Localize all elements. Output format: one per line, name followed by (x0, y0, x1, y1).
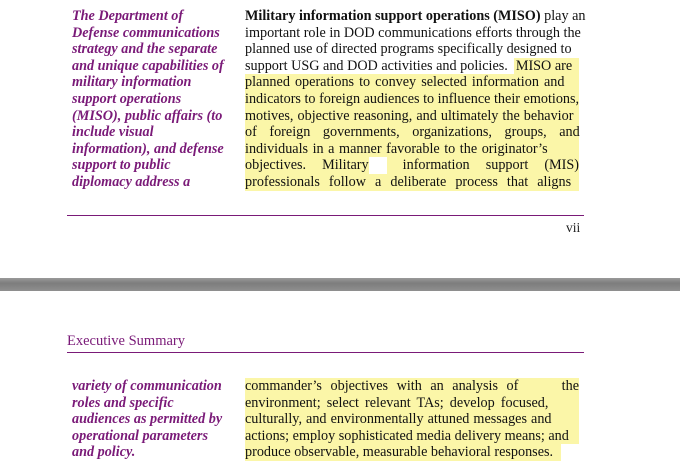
body-text: indicators to foreign audiences to influence their emotions, (245, 90, 580, 107)
sidebar-line: include visual (72, 124, 154, 141)
page-separator (0, 278, 680, 291)
body-text: produce observable, measurable behavioral responses. (245, 444, 554, 461)
sidebar-summary-bottom (72, 378, 242, 461)
sidebar-line: variety of communication (72, 378, 222, 394)
highlighted-line (245, 157, 579, 174)
body-line (245, 8, 586, 25)
sidebar-line: military information (72, 74, 192, 91)
body-text: planned operations to convey selected information and (245, 74, 565, 91)
highlighted-line (245, 174, 579, 191)
sidebar-line: diplomacy address a (72, 173, 191, 190)
body-text: planned use of directed programs specifically designed to (245, 41, 572, 58)
body-text: actions; employ sophisticated media delivery means; and (245, 427, 569, 444)
running-header: Executive Summary (67, 333, 185, 349)
body-text: professionals follow a deliberate process that aligns (245, 173, 572, 190)
body-text: environment; select relevant TAs; develop focused, (245, 394, 549, 411)
body-text: commander’s objectives with an analysis of (245, 378, 519, 394)
miso-term: Military information support operations (MISO) (245, 8, 541, 24)
sidebar-line: and policy. (72, 444, 136, 461)
sidebar-line: (MISO), public affairs (to (72, 107, 223, 124)
sidebar-line: roles and specific (72, 394, 174, 411)
body-text: important role in DOD communications efforts through the (245, 24, 581, 41)
body-text: support (485, 157, 529, 174)
body-line (245, 58, 579, 75)
sidebar-line: Defense communications (72, 24, 220, 41)
highlighted-line (245, 141, 579, 158)
body-line (245, 41, 579, 58)
sidebar-line: operational parameters (72, 427, 208, 444)
body-text-bottom (245, 378, 579, 461)
highlighted-line (245, 124, 579, 141)
highlighted-line (245, 395, 579, 412)
body-text: motives, objective reasoning, and ultimately the behavior (245, 107, 574, 124)
highlighted-line (245, 444, 561, 461)
page-number: vii (566, 220, 581, 235)
body-line (245, 25, 579, 42)
body-text: culturally, and environmentally attuned messages and (245, 411, 552, 428)
sidebar-line: The Department of (72, 8, 184, 24)
sidebar-line: support to public (72, 157, 171, 174)
redaction-gap (369, 157, 387, 174)
body-text: Military (322, 157, 369, 174)
body-text: information (402, 157, 470, 174)
header-rule (67, 352, 584, 353)
body-text-top (245, 8, 586, 191)
highlighted-line (245, 378, 579, 395)
highlighted-line (245, 428, 579, 445)
body-text: of foreign governments, organizations, groups, and (245, 124, 580, 141)
body-text: (MIS) (544, 157, 579, 174)
body-text: individuals in a manner favorable to the originator’s (245, 140, 548, 157)
highlighted-line (245, 74, 579, 91)
body-text: play an (540, 8, 586, 24)
highlighted-text: MISO are (514, 58, 579, 75)
page-footer-rule (67, 215, 584, 216)
sidebar-summary-top (72, 8, 242, 191)
sidebar-line: support operations (72, 90, 182, 107)
body-text: support USG and DOD activities and policies. (245, 57, 508, 74)
sidebar-line: and unique capabilities of (72, 57, 224, 74)
highlighted-line (245, 91, 579, 108)
body-text: objectives. (245, 157, 307, 174)
sidebar-line: information), and defense (72, 140, 224, 157)
highlighted-line (245, 411, 579, 428)
sidebar-line: audiences as permitted by (72, 411, 223, 428)
highlighted-line (245, 108, 579, 125)
sidebar-line: strategy and the separate (72, 41, 218, 58)
body-text: the (561, 378, 579, 394)
